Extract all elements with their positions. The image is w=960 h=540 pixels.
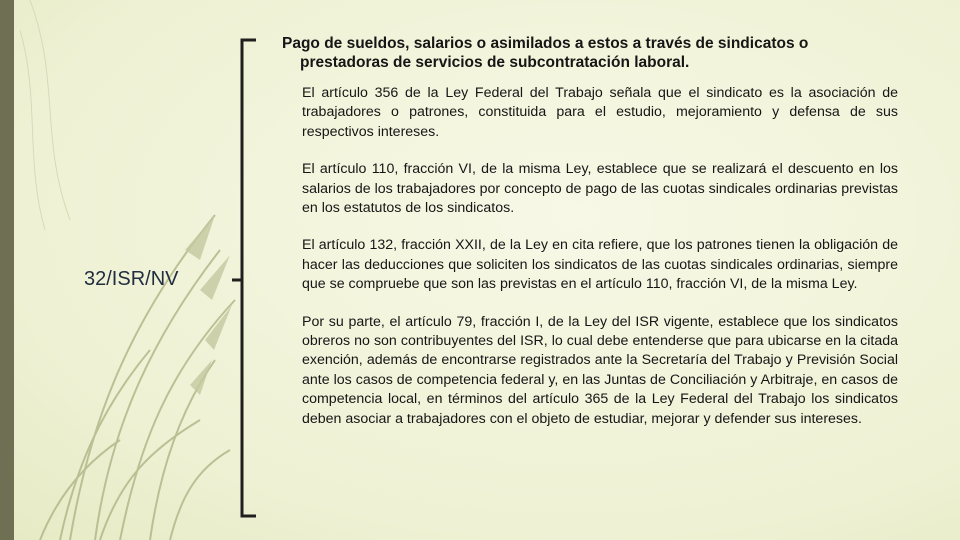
paragraph-article-110: El artículo 110, fracción VI, de la misma Ley, establece que se realizará el descuento en los salarios de los trabajadores por concepto de pago de las cuotas sindicales ordinarias previstas en los estatutos de los sindicatos.: [302, 161, 898, 217]
paragraph-article-132: El artículo 132, fracción XXII, de la Ley en cita refiere, que los patrones tienen la obligación de hacer las deducciones que soliciten los sindicatos de las cuotas sindicales ordinarias, siempre que se compruebe que son las previstas en el artículo 110, fracción VI, de la misma Ley.: [302, 237, 898, 293]
slide-title: Pago de sueldos, salarios o asimilados a estos a través de sindicatos o prestadoras de servicios de subcontratación laboral.: [282, 35, 809, 71]
content-area: [282, 34, 898, 429]
section-code-label: 32/ISR/NV: [84, 268, 179, 290]
paragraph-article-356: El artículo 356 de la Ley Federal del Trabajo señala que el sindicato es la asociación de trabajadores o patrones, constituida para el estudio, mejoramiento y defensa de sus respectivos intereses.: [302, 85, 898, 140]
paragraph-article-79: Por su parte, el artículo 79, fracción I, de la Ley del ISR vigente, establece que los sindicatos obreros no son contribuyentes del ISR, lo cual debe entenderse que para ubicarse en la citada exención, además de encontrarse registrados ante la Secretaría del Trabajo y Previsión Social ante los casos de competencia federal y, en las Juntas de Conciliación y Arbitraje, en casos de competencia local, en términos del artículo 365 de la Ley Federal del Trabajo los sindicatos deben asociar a trabajadores con el objeto de estudiar, mejorar y defender sus intereses.: [302, 313, 898, 427]
left-bracket-divider: [228, 34, 268, 522]
